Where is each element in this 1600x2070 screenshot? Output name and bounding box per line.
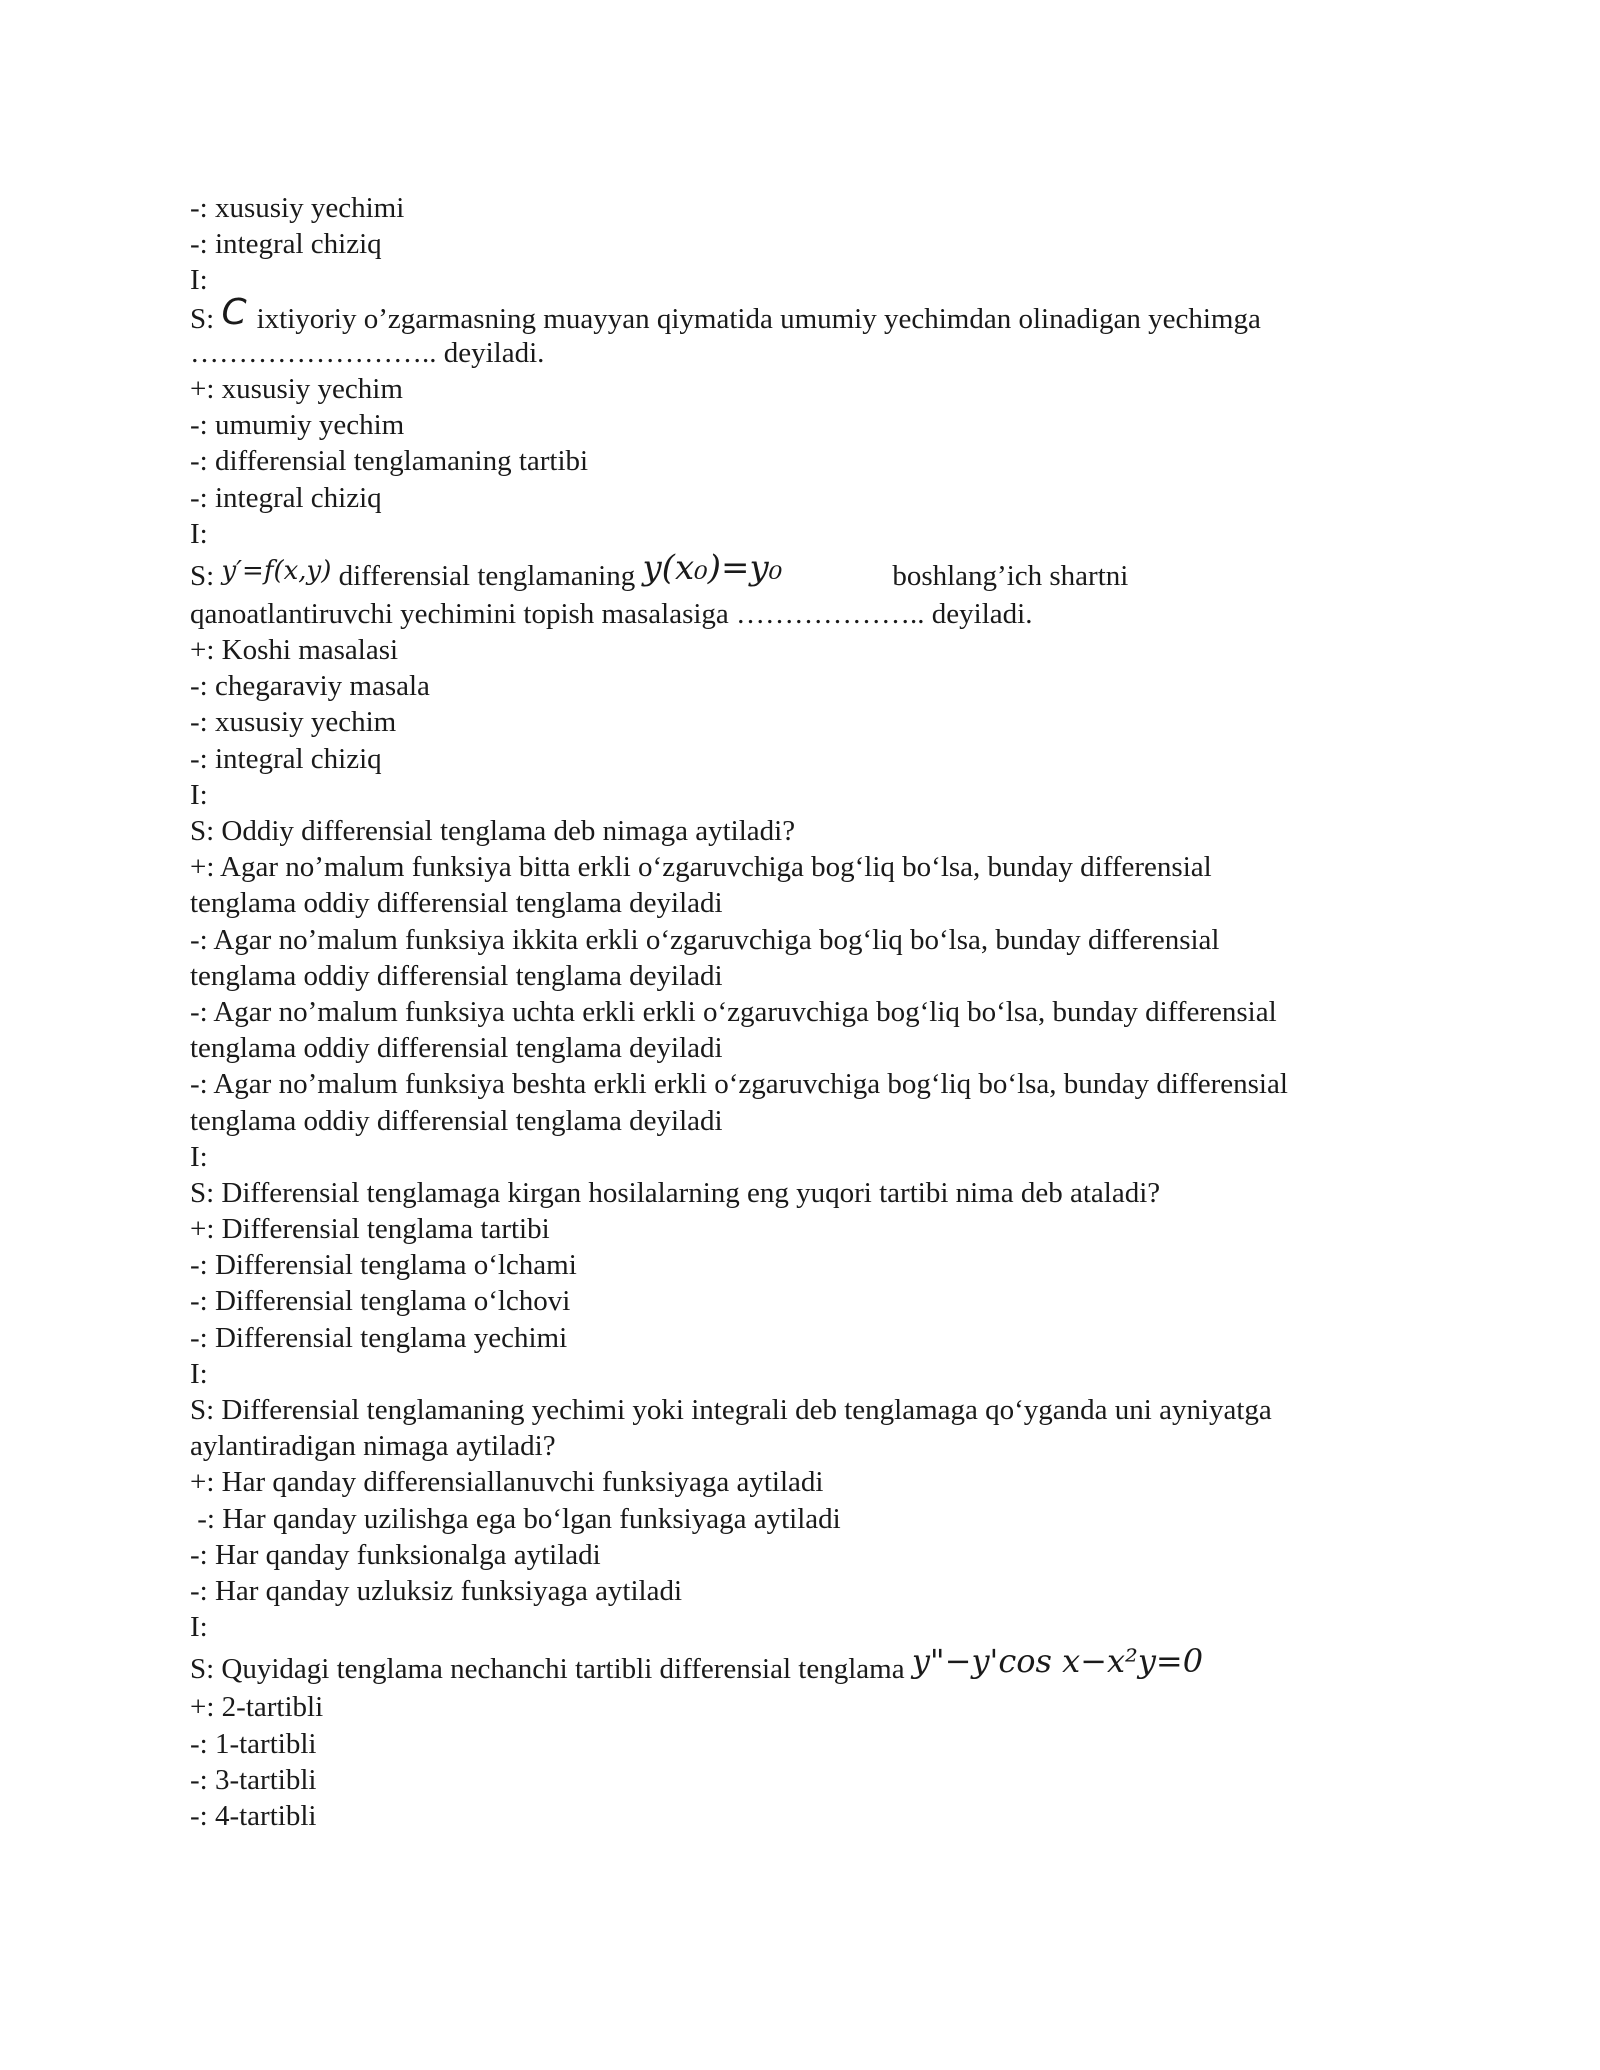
answer-line: +: xususiy yechim bbox=[190, 372, 403, 405]
answer-line: -: 4-tartibli bbox=[190, 1799, 317, 1832]
answer-line: -: Differensial tenglama yechimi bbox=[190, 1321, 568, 1354]
answer-line: -: xususiy yechim bbox=[190, 706, 397, 739]
answer-line: -: Agar no’malum funksiya uchta erkli erkli o‘zgaruvchiga bog‘liq bo‘lsa, bunday differensial bbox=[190, 995, 1277, 1028]
text-line: I: bbox=[190, 517, 208, 550]
answer-line: -: Har qanday funksionalga aytiladi bbox=[190, 1538, 601, 1571]
math-symbol: C bbox=[221, 291, 247, 333]
answer-line: -: Har qanday uzluksiz funksiyaga aytiladi bbox=[190, 1574, 683, 1607]
answer-line: -: chegaraviy masala bbox=[190, 670, 430, 703]
answer-line: -: integral chiziq bbox=[190, 481, 382, 514]
answer-line: tenglama oddiy differensial tenglama deyiladi bbox=[190, 1104, 723, 1137]
answer-line: -: 1-tartibli bbox=[190, 1727, 317, 1760]
answer-line: +: 2-tartibli bbox=[190, 1691, 324, 1724]
question-line: aylantiradigan nimaga aytiladi? bbox=[190, 1430, 556, 1463]
question-line: S: Differensial tenglamaga kirgan hosilalarning eng yuqori tartibi nima deb ataladi? bbox=[190, 1176, 1161, 1209]
question-text: boshlang’ich shartni bbox=[892, 559, 1129, 592]
question-prefix: S: bbox=[190, 302, 222, 335]
question-text: ixtiyoriy o’zgarmasning muayyan qiymatida umumiy yechimdan olinadigan yechimga bbox=[256, 302, 1261, 335]
question-line bbox=[190, 1642, 1410, 1689]
text-line: I: bbox=[190, 264, 208, 297]
answer-line: -: Differensial tenglama o‘lchovi bbox=[190, 1285, 571, 1318]
answer-line: +: Differensial tenglama tartibi bbox=[190, 1213, 550, 1246]
text-line: I: bbox=[190, 778, 208, 811]
answer-line: -: Agar no’malum funksiya ikkita erkli o‘zgaruvchiga bog‘liq bo‘lsa, bunday differensial bbox=[190, 923, 1220, 956]
text-line: -: integral chiziq bbox=[190, 228, 382, 261]
question-line: S: Differensial tenglamaning yechimi yoki integrali deb tenglamaga qo‘yganda uni ayniyatga bbox=[190, 1394, 1272, 1426]
question-line bbox=[190, 547, 1410, 596]
text-line: I: bbox=[190, 1357, 208, 1390]
answer-line: -: Har qanday uzilishga ega bo‘lgan funksiyaga aytiladi bbox=[190, 1502, 841, 1535]
question-line bbox=[190, 291, 1410, 335]
text-line: -: xususiy yechimi bbox=[190, 192, 405, 224]
math-formula: y"−y'cos x−x²y=0 bbox=[911, 1642, 1204, 1681]
text-line: I: bbox=[190, 1140, 208, 1173]
question-prefix: S: bbox=[190, 559, 222, 592]
answer-line: tenglama oddiy differensial tenglama deyiladi bbox=[190, 1032, 723, 1065]
document-body bbox=[190, 190, 1410, 1834]
answer-line: -: umumiy yechim bbox=[190, 409, 405, 442]
question-line: S: Oddiy differensial tenglama deb nimaga aytiladi? bbox=[190, 815, 796, 847]
answer-line: tenglama oddiy differensial tenglama deyiladi bbox=[190, 887, 723, 920]
text-line: qanoatlantiruvchi yechimini topish masalasiga ……………….. deyiladi. bbox=[190, 597, 1033, 630]
question-text: differensial tenglamaning bbox=[331, 559, 643, 592]
answer-line: +: Har qanday differensiallanuvchi funksiyaga aytiladi bbox=[190, 1466, 824, 1499]
text-line: …………………….. deyiladi. bbox=[190, 336, 545, 369]
answer-line: -: integral chiziq bbox=[190, 742, 382, 775]
answer-line: -: 3-tartibli bbox=[190, 1763, 317, 1796]
math-formula: y(x₀)=y₀ bbox=[642, 547, 783, 588]
answer-line: -: Differensial tenglama o‘lchami bbox=[190, 1249, 577, 1282]
question-text: S: Quyidagi tenglama nechanchi tartibli differensial tenglama bbox=[190, 1653, 912, 1686]
answer-line: +: Agar no’malum funksiya bitta erkli o‘zgaruvchiga bog‘liq bo‘lsa, bunday differensial bbox=[190, 851, 1212, 884]
math-formula: y′=f(x,y) bbox=[221, 555, 332, 586]
answer-line: -: Agar no’malum funksiya beshta erkli erkli o‘zgaruvchiga bog‘liq bo‘lsa, bunday differensial bbox=[190, 1068, 1288, 1101]
answer-line: -: differensial tenglamaning tartibi bbox=[190, 445, 589, 478]
answer-line: +: Koshi masalasi bbox=[190, 634, 399, 667]
answer-line: tenglama oddiy differensial tenglama deyiladi bbox=[190, 959, 723, 992]
text-line: I: bbox=[190, 1611, 208, 1644]
